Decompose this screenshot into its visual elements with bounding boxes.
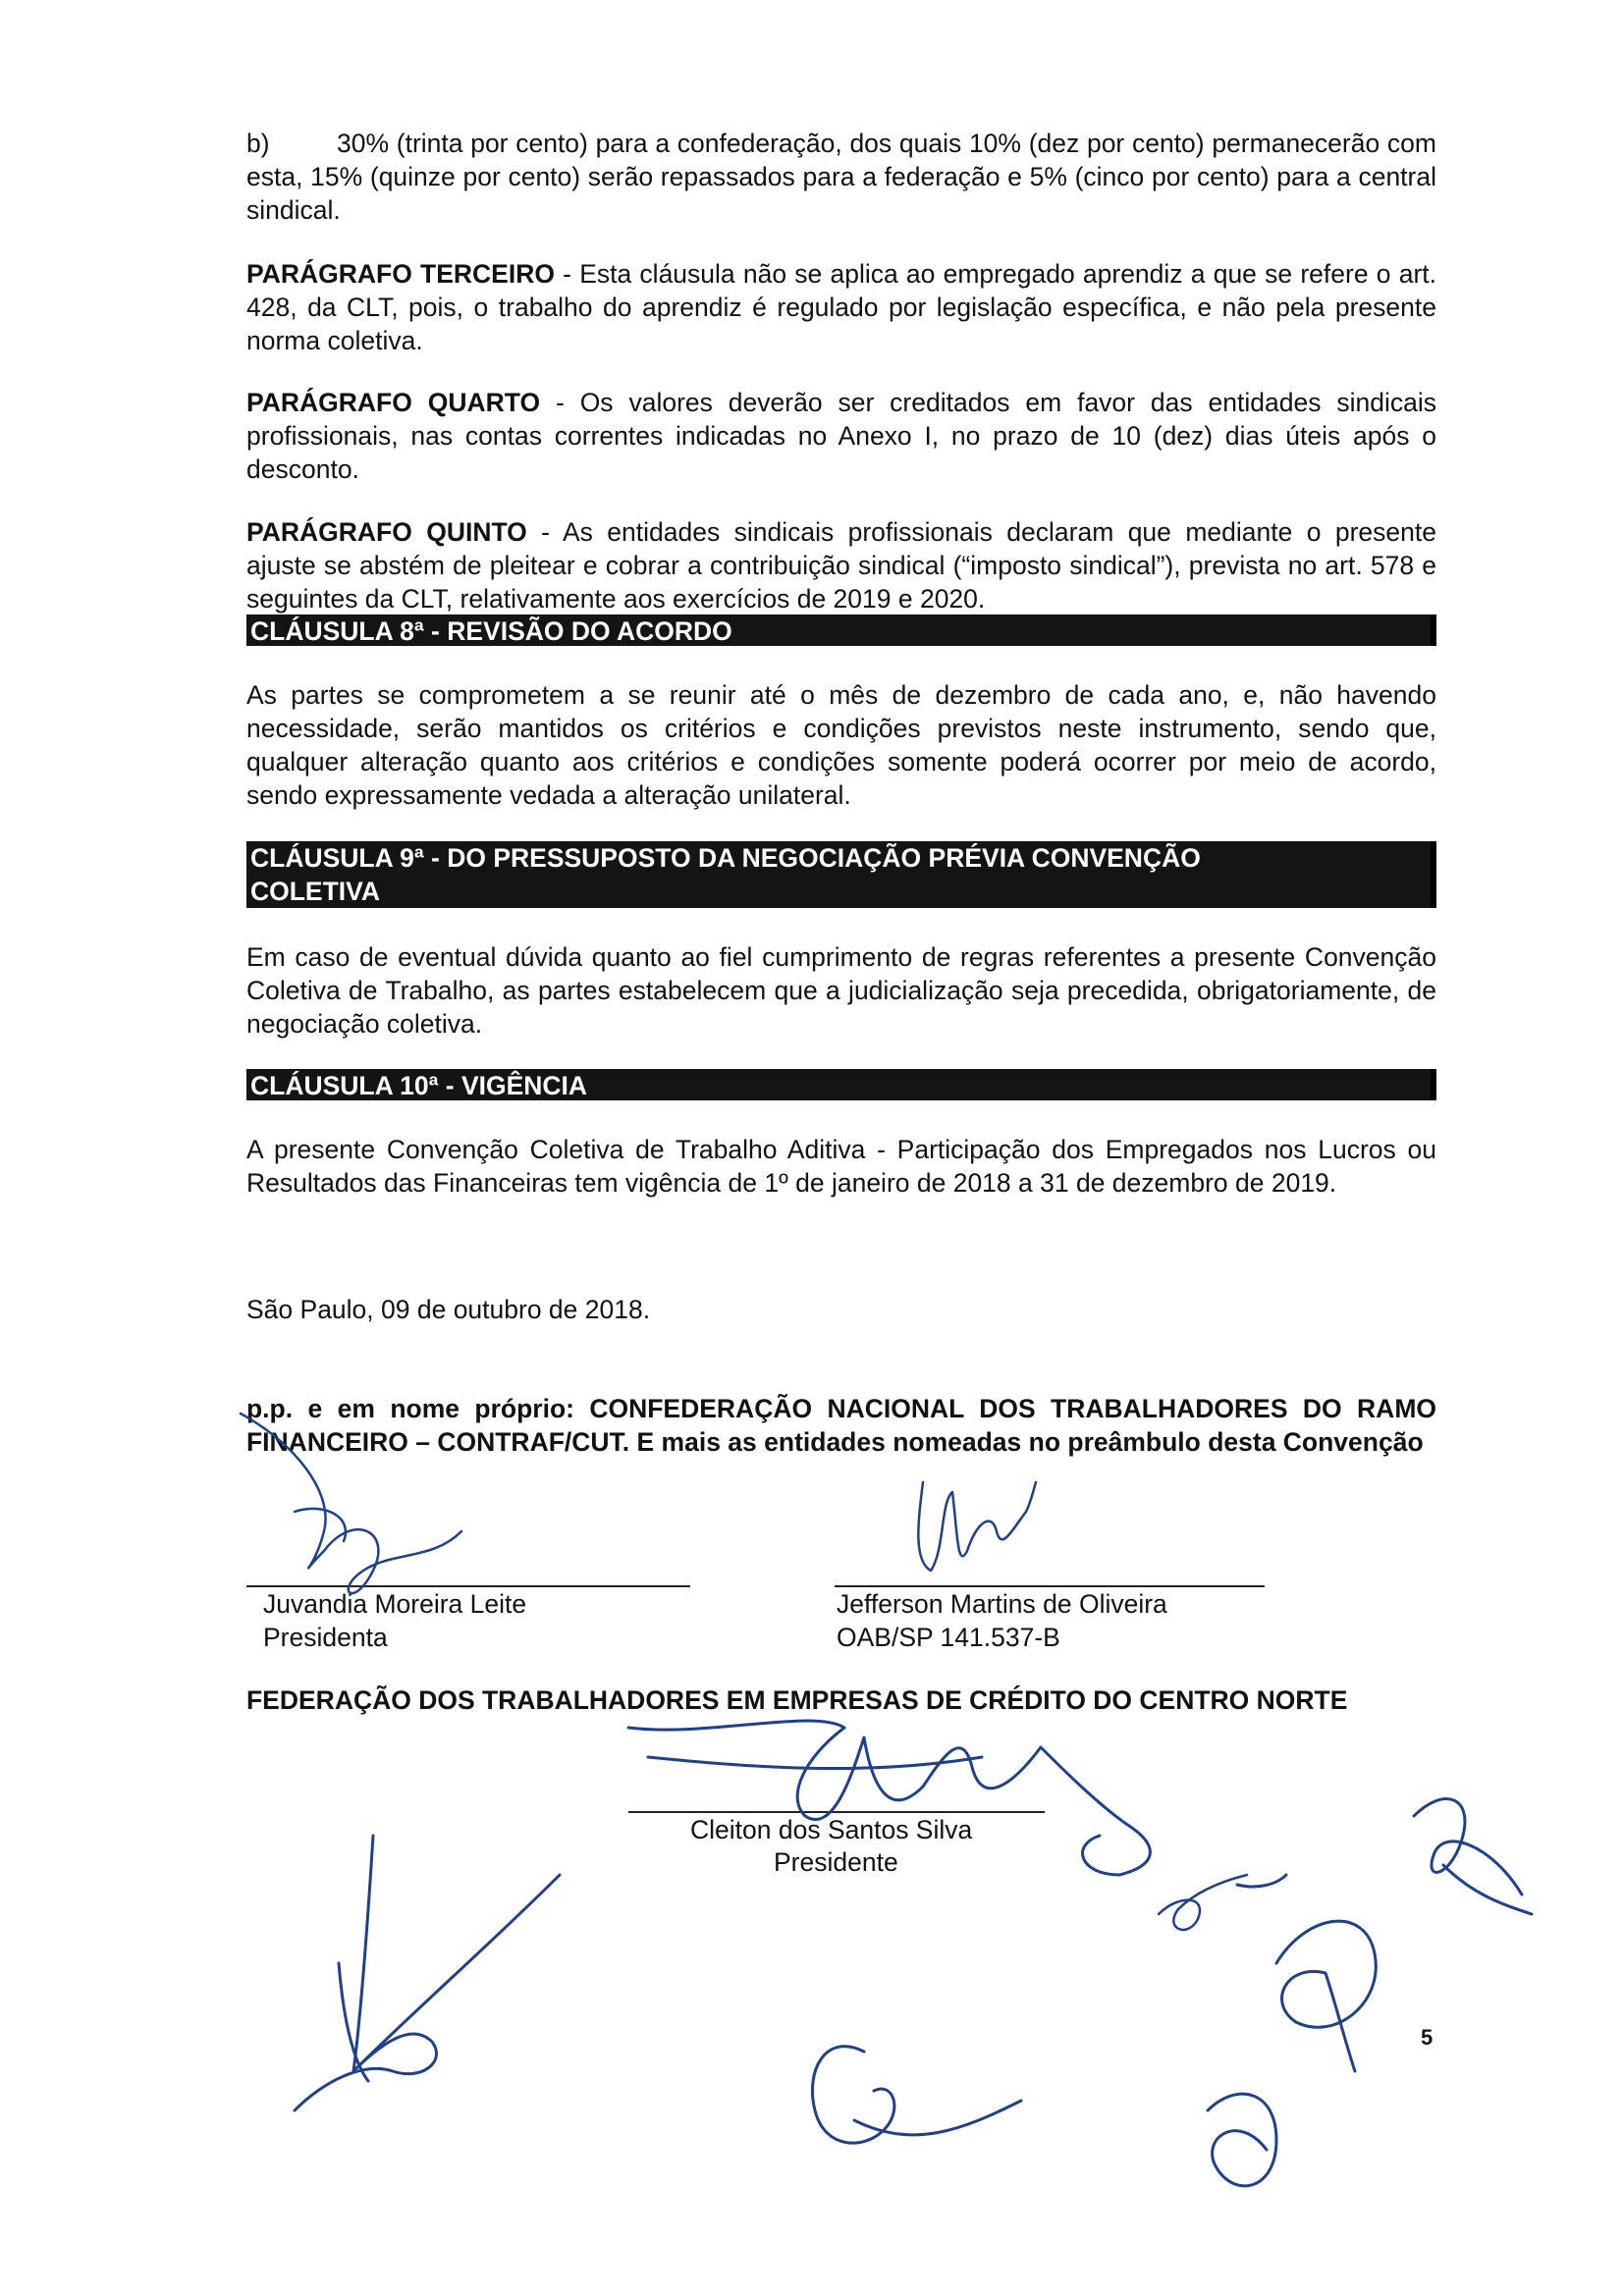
page-number: 5 [1421,2025,1434,2050]
clause-9-title-line1: CLÁUSULA 9ª - DO PRESSUPOSTO DA NEGOCIAÇÃO PRÉVIA CONVENÇÃO [250,843,1201,873]
paragraph-third-heading: PARÁGRAFO TERCEIRO [246,259,555,289]
signature-bottom-right [1208,1875,1376,2186]
signature-jefferson [918,1482,1036,1571]
signatory-intro: p.p. e em nome próprio: CONFEDERAÇÃO NACIONAL DOS TRABALHADORES DO RAMO FINANCEIRO – CONTRAF/CUT. E mais as entidades nomeadas no preâmbulo desta Convenção [246,1394,1436,1457]
item-b-label: b) [246,129,270,158]
place-date: São Paulo, 09 de outubro de 2018. [246,1295,651,1324]
right-signer-name: Jefferson Martins de Oliveira [837,1589,1167,1619]
paragraph-fourth [246,386,1436,486]
paragraph-third-text: - Esta cláusula não se aplica ao empregado aprendiz a que se refere o art. 428, da CLT, pois, o trabalho do aprendiz é regulado por legislação específica, e não pela presente norma coletiva. [246,259,1436,355]
clause-9-title [246,841,1436,908]
paragraph-fifth-heading: PARÁGRAFO QUINTO [246,517,527,547]
federation-signer-name: Cleiton dos Santos Silva [690,1815,973,1844]
clause-10-text: A presente Convenção Coletiva de Trabalho Aditiva - Participação dos Empregados nos Lucros ou Resultados das Financeiras tem vigência de 1º de janeiro de 2018 a 31 de dezembro de 2019. [246,1135,1436,1198]
clause-8-text: As partes se comprometem a se reunir até o mês de dezembro de cada ano, e, não havendo necessidade, serão mantidos os critérios e condições previstos neste instrumento, sendo que, qualquer alteração quanto aos critérios e condições somente poderá ocorrer por meio de acordo, sendo expressamente vedada a alteração unilateral. [246,680,1436,810]
federation-signer-role: Presidente [774,1847,898,1877]
paragraph-fourth-text: - Os valores deverão ser creditados em favor das entidades sindicais profissionais, nas contas correntes indicadas no Anexo I, no prazo de 10 (dez) dias úteis após o desconto. [246,388,1436,484]
right-signer-role: OAB/SP 141.537-B [837,1623,1060,1652]
left-signer-role: Presidenta [263,1623,388,1652]
paragraph-third [246,257,1436,357]
paragraph-fifth [246,515,1436,615]
item-b-text: 30% (trinta por cento) para a confederação, dos quais 10% (dez por cento) permanecerão com esta, 15% (quinze por cento) serão repassados para a federação e 5% (cinco por cento) para a central sindical. [246,129,1436,225]
signature-bottom-middle [812,2047,1021,2143]
clause-9-title-line2: COLETIVA [250,877,381,906]
federation-name: FEDERAÇÃO DOS TRABALHADORES EM EMPRESAS DE CRÉDITO DO CENTRO NORTE [246,1685,1348,1715]
signature-far-right [1414,1799,1532,1914]
signature-flourish [1159,1875,1247,1930]
paragraph-fifth-text: - As entidades sindicais profissionais declaram que mediante o presente ajuste se abstém de pleitear e cobrar a contribuição sindical (“imposto sindical”), prevista no art. 578 e seguintes da CLT, relativamente aos exercícios de 2019 e 2020. [246,517,1436,614]
left-signer-name: Juvandia Moreira Leite [263,1589,527,1619]
clause-9-text: Em caso de eventual dúvida quanto ao fiel cumprimento de regras referentes a presente Convenção Coletiva de Trabalho, as partes estabelecem que a judicialização seja precedida, obrigatoriamente, de negociação coletiva. [246,942,1436,1039]
clause-10-title: CLÁUSULA 10ª - VIGÊNCIA [246,1069,1436,1100]
item-b-paragraph [246,127,1436,227]
paragraph-fourth-heading: PARÁGRAFO QUARTO [246,388,541,417]
signature-bottom-left [295,1836,560,2110]
clause-8-title: CLÁUSULA 8ª - REVISÃO DO ACORDO [246,614,1436,646]
